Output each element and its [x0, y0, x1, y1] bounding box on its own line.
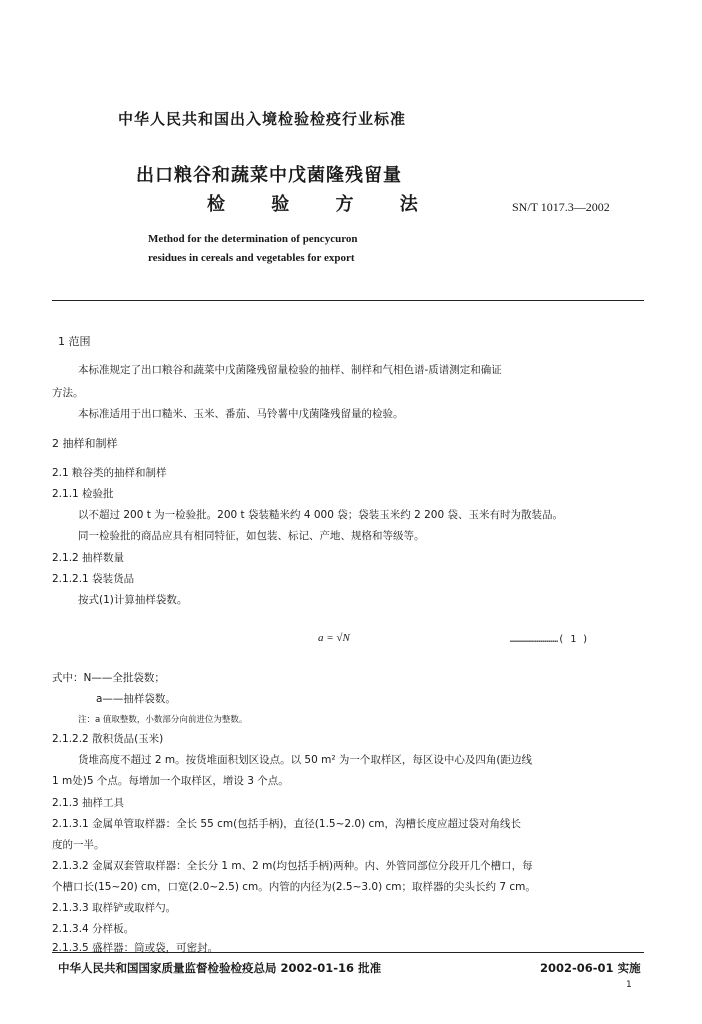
paragraph: 同一检验批的商品应具有相同特征，如包装、标记、产地、规格和等级等。	[78, 530, 425, 542]
paragraph: 本标准规定了出口粮谷和蔬菜中戊菌隆残留量检验的抽样、制样和气相色谱-质谱测定和确证	[78, 364, 502, 376]
subsection-heading: 2.1.2.2 散积货品(玉米)	[52, 733, 164, 745]
page-number: 1	[626, 980, 632, 990]
paragraph: 1 m处)5 个点。每增加一个取样区，增设 3 个点。	[52, 775, 289, 787]
subsection-heading: 2.1.3 抽样工具	[52, 797, 125, 809]
subsection-heading: 2.1.2.1 袋装货品	[52, 573, 135, 585]
paragraph: 2.1.3.3 取样铲或取样勺。	[52, 902, 177, 914]
paragraph: 以不超过 200 t 为一检验批。200 t 袋装糙米约 4 000 袋；袋装玉米约 2 200 袋、玉米有时为散装品。	[78, 509, 563, 521]
subsection-heading: 2.1.2 抽样数量	[52, 552, 125, 564]
standard-number: SN/T 1017.3—2002	[512, 200, 610, 214]
paragraph: 货堆高度不超过 2 m。按货堆面积划区设点。以 50 m² 为一个取样区，每区设中心及四角(距边线	[78, 754, 532, 766]
paragraph: 方法。	[52, 387, 84, 399]
formula-number: ……………………( 1 )	[510, 634, 589, 645]
issuer-approval: 中华人民共和国国家质量监督检验检疫总局 2002-01-16 批准	[58, 961, 382, 975]
formula-where: 式中：N——全批袋数；	[52, 672, 165, 684]
paragraph: 按式(1)计算抽样袋数。	[78, 594, 188, 606]
subsection-heading: 2.1.1 检验批	[52, 488, 114, 500]
footer-divider	[52, 952, 644, 953]
header-divider	[52, 300, 644, 301]
title-english-line1: Method for the determination of pencycuron	[148, 233, 358, 245]
paragraph: 2.1.3.2 金属双套管取样器：全长分 1 m、2 m(均包括手柄)两种。内、外管同部位分段开几个槽口，每	[52, 860, 533, 872]
paragraph: 2.1.3.4 分样板。	[52, 923, 135, 935]
paragraph: 度的一半。	[52, 839, 105, 851]
paragraph: 2.1.3.1 金属单管取样器：全长 55 cm(包括手柄)，直径(1.5~2.0) cm，沟槽长度应超过袋对角线长	[52, 818, 522, 830]
title-chinese-line2: 检 验 方 法	[207, 194, 438, 215]
section-heading: 1 范围	[58, 335, 91, 348]
note: 注：a 值取整数，小数部分向前进位为整数。	[78, 715, 248, 725]
paragraph: 本标准适用于出口糙米、玉米、番茄、马铃薯中戊菌隆残留量的检验。	[78, 408, 404, 420]
effective-date: 2002-06-01 实施	[540, 961, 641, 975]
subsection-heading: 2.1 粮谷类的抽样和制样	[52, 467, 167, 479]
formula: a = √N	[318, 632, 350, 644]
title-english-line2: residues in cereals and vegetables for export	[148, 252, 355, 264]
standard-category: 中华人民共和国出入境检验检疫行业标准	[118, 110, 407, 128]
formula-where: a——抽样袋数。	[96, 693, 176, 705]
title-chinese-line1: 出口粮谷和蔬菜中戊菌隆残留量	[136, 165, 402, 186]
section-heading: 2 抽样和制样	[52, 437, 118, 450]
paragraph: 2.1.3.5 盛样器：筒或袋，可密封。	[52, 942, 219, 954]
paragraph: 个槽口长(15~20) cm，口宽(2.0~2.5) cm。内管的内径为(2.5~3.0) cm；取样器的尖头长约 7 cm。	[52, 881, 536, 893]
